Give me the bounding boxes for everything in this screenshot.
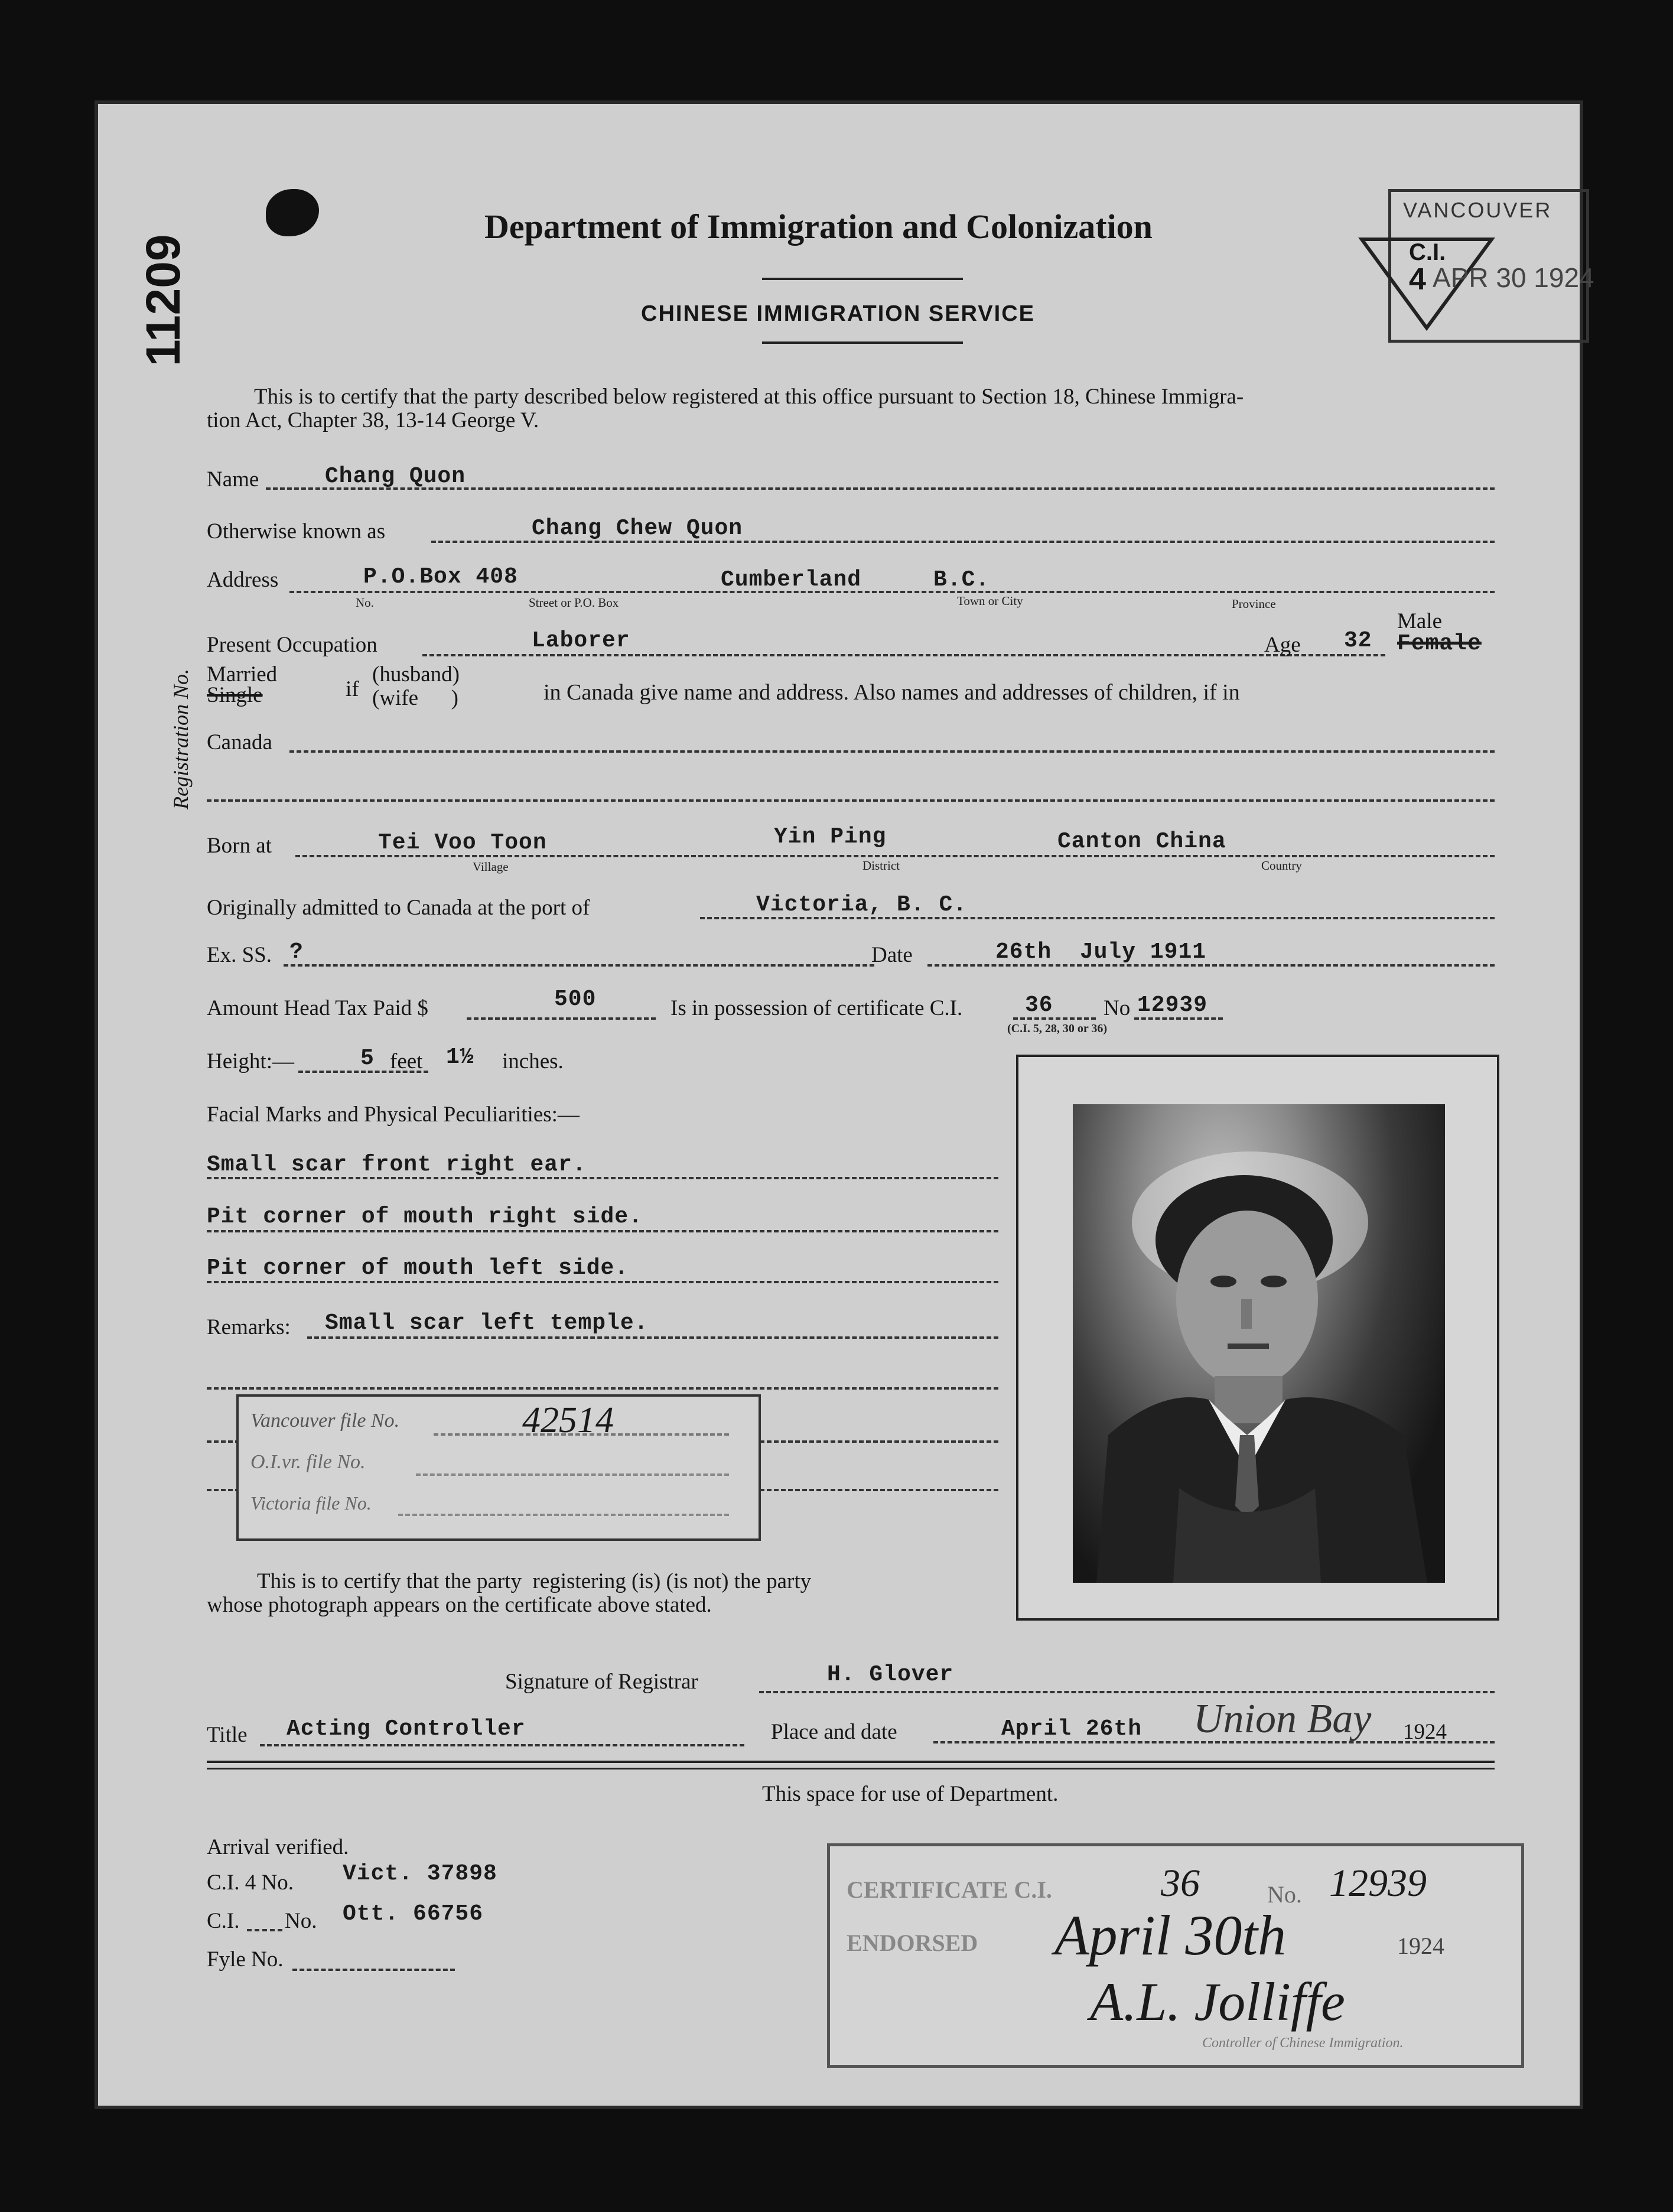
place-label: Place and date xyxy=(771,1720,897,1744)
title-value: Acting Controller xyxy=(287,1716,526,1742)
victoria-file-label: Victoria file No. xyxy=(250,1492,372,1514)
canada-line xyxy=(289,750,1495,753)
remarks-label: Remarks: xyxy=(207,1315,291,1339)
cert-label: Is in possession of certificate C.I. xyxy=(670,996,963,1020)
height-feet: 5 xyxy=(360,1046,375,1071)
mark-line-3 xyxy=(207,1281,998,1283)
sex-female-crossed: Female xyxy=(1397,631,1482,656)
exss-value: ? xyxy=(289,939,304,965)
endorse-no-value: 12939 xyxy=(1329,1862,1427,1905)
registrar-line xyxy=(759,1691,1495,1693)
tax-value: 500 xyxy=(554,987,597,1012)
cert-caption: (C.I. 5, 28, 30 or 36) xyxy=(1007,1022,1108,1035)
portrait-photo xyxy=(1073,1104,1445,1583)
age-value: 32 xyxy=(1344,628,1372,653)
mark-3: Pit corner of mouth left side. xyxy=(207,1255,629,1281)
ci-no-label: No. xyxy=(285,1909,317,1933)
address-town: Cumberland xyxy=(721,567,862,593)
date-stamp xyxy=(1388,189,1594,343)
ink-blot xyxy=(266,189,319,236)
registration-label: Registration No. xyxy=(169,668,193,809)
registration-number: 11209 xyxy=(136,234,190,366)
port-value: Victoria, B. C. xyxy=(756,892,968,918)
certify-line-2: whose photograph appears on the certificate above stated. xyxy=(207,1593,712,1617)
tax-line xyxy=(467,1017,656,1020)
blank-line-2 xyxy=(207,1387,998,1390)
mark-2: Pit corner of mouth right side. xyxy=(207,1204,643,1229)
mark-line-2 xyxy=(207,1230,998,1232)
separator-rule-1 xyxy=(207,1761,1495,1763)
exss-label: Ex. SS. xyxy=(207,943,272,967)
occupation-label: Present Occupation xyxy=(207,633,377,657)
controller-signature: A.L. Jolliffe xyxy=(1090,1972,1345,2032)
ottawa-file-label: O.I.vr. file No. xyxy=(250,1451,366,1473)
address-no: P.O.Box 408 xyxy=(363,564,518,590)
ci4-value: Vict. 37898 xyxy=(343,1861,497,1886)
vancouver-file-line xyxy=(434,1433,729,1436)
cert-no-label: No xyxy=(1104,996,1131,1020)
registration-certificate xyxy=(95,100,1594,2109)
sex-male: Male xyxy=(1397,609,1443,633)
fyle-line xyxy=(292,1969,455,1971)
canada-instructions: in Canada give name and address. Also names and addresses of children, if in xyxy=(543,680,1240,705)
cert-no-value: 12939 xyxy=(1137,993,1208,1018)
born-village: Tei Voo Toon xyxy=(378,830,547,855)
stamp-ci-number: 4 xyxy=(1409,262,1426,297)
born-cap-district: District xyxy=(862,858,900,873)
endorse-cert-label: CERTIFICATE C.I. xyxy=(847,1876,1052,1903)
born-cap-village: Village xyxy=(473,860,509,874)
facial-label: Facial Marks and Physical Peculiarities:— xyxy=(207,1102,580,1127)
ci-value: Ott. 66756 xyxy=(343,1901,484,1927)
address-cap-street: Street or P.O. Box xyxy=(529,596,619,610)
file-number-box xyxy=(236,1394,761,1541)
address-province: B.C. xyxy=(933,567,990,593)
title-label: Title xyxy=(207,1723,248,1747)
intro-line-1: This is to certify that the party described below registered at this office pursuant to Section 18, Chinese Immigra- xyxy=(254,385,1244,409)
vancouver-file-value: 42514 xyxy=(522,1400,614,1440)
intro-line-2: tion Act, Chapter 38, 13-14 George V. xyxy=(207,408,539,432)
registrar-value: H. Glover xyxy=(827,1662,954,1687)
remarks-line xyxy=(307,1336,998,1339)
endorsement-stamp xyxy=(827,1843,1524,2068)
name-label: Name xyxy=(207,467,259,492)
height-inches-label: inches. xyxy=(502,1049,564,1074)
stamp-city: VANCOUVER xyxy=(1403,198,1552,222)
endorse-footer: Controller of Chinese Immigration. xyxy=(1202,2035,1404,2051)
cert-ci-value: 36 xyxy=(1025,993,1053,1018)
arrival-verified: Arrival verified. xyxy=(207,1835,349,1859)
wife-label: (wife ) xyxy=(372,686,458,710)
department-space-label: This space for use of Department. xyxy=(762,1782,1059,1806)
header-rule-bottom xyxy=(762,341,963,344)
ci-label: C.I. xyxy=(207,1909,240,1933)
victoria-file-line xyxy=(398,1514,729,1516)
born-label: Born at xyxy=(207,834,272,858)
born-country: Canton China xyxy=(1057,829,1226,854)
endorse-year: 1924 xyxy=(1397,1933,1444,1959)
married-label: Married xyxy=(207,662,278,687)
height-feet-label: feet xyxy=(390,1049,423,1074)
place-year: 1924 xyxy=(1403,1720,1447,1744)
ci4-label: C.I. 4 No. xyxy=(207,1871,294,1895)
canada-label: Canada xyxy=(207,730,272,754)
born-cap-country: Country xyxy=(1261,858,1302,873)
age-line xyxy=(1309,654,1385,656)
date-value: 26th July 1911 xyxy=(995,939,1207,965)
ci-line xyxy=(247,1929,282,1931)
title-line xyxy=(260,1744,744,1746)
aka-label: Otherwise known as xyxy=(207,519,386,544)
certify-line-1: This is to certify that the party registering (is) (is not) the party xyxy=(257,1569,812,1593)
single-crossed: Single xyxy=(207,683,263,707)
endorsed-label: ENDORSED xyxy=(847,1930,978,1956)
height-label: Height:— xyxy=(207,1049,294,1074)
ottawa-file-line xyxy=(416,1473,729,1476)
height-inches: 1½ xyxy=(446,1045,474,1070)
department-title: Department of Immigration and Colonization xyxy=(484,207,1153,246)
remarks-value: Small scar left temple. xyxy=(325,1310,649,1336)
separator-rule-2 xyxy=(207,1768,1495,1769)
port-label: Originally admitted to Canada at the port of xyxy=(207,896,590,920)
blank-line-1 xyxy=(207,799,1495,802)
address-label: Address xyxy=(207,568,279,592)
address-cap-town: Town or City xyxy=(957,594,1023,608)
mark-1: Small scar front right ear. xyxy=(207,1152,587,1177)
place-date: April 26th xyxy=(1001,1716,1143,1742)
occupation-line xyxy=(422,654,1356,656)
husband-label: (husband) xyxy=(372,662,460,687)
address-cap-province: Province xyxy=(1232,597,1276,611)
date-label: Date xyxy=(871,943,913,967)
endorse-ci-value: 36 xyxy=(1161,1862,1200,1905)
name-value: Chang Quon xyxy=(325,464,466,489)
tax-label: Amount Head Tax Paid $ xyxy=(207,996,428,1020)
registrar-label: Signature of Registrar xyxy=(505,1670,698,1694)
born-district: Yin Ping xyxy=(774,824,887,850)
occupation-value: Laborer xyxy=(532,628,630,653)
address-cap-no: No. xyxy=(356,596,374,610)
aka-value: Chang Chew Quon xyxy=(532,516,743,541)
endorse-date-hand: April 30th xyxy=(1054,1904,1287,1967)
photograph-frame xyxy=(1016,1055,1499,1621)
exss-line xyxy=(284,964,874,967)
portrait-figure xyxy=(1073,1104,1445,1583)
header-rule-top xyxy=(762,278,963,280)
age-label: Age xyxy=(1264,633,1301,657)
fyle-label: Fyle No. xyxy=(207,1947,284,1972)
stamp-date: APR 30 1924 xyxy=(1433,262,1594,293)
place-handwritten: Union Bay xyxy=(1193,1696,1372,1742)
stamp-ci-code: C.I. xyxy=(1409,239,1446,265)
vancouver-file-label: Vancouver file No. xyxy=(250,1410,400,1432)
service-title: CHINESE IMMIGRATION SERVICE xyxy=(641,301,1035,326)
endorse-no-label: No. xyxy=(1267,1881,1302,1908)
if-label: if xyxy=(346,677,359,701)
address-line xyxy=(289,591,1495,593)
